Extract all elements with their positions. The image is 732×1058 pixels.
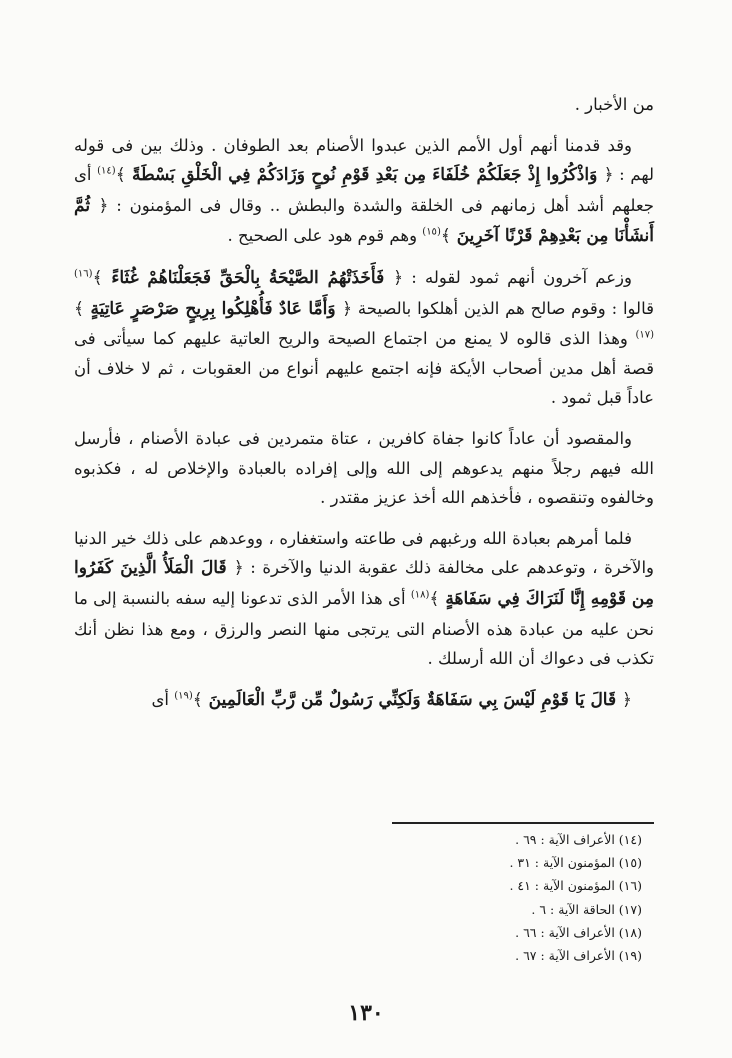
footnote-item: (١٧) الحاقة الآية : ٦ . [531, 901, 642, 917]
text-run: وقد قدمنا أنهم أول الأمم الذين عبدوا الأصنام بعد الطوفان . وذلك بين فى قوله لهم : [74, 135, 654, 185]
paragraph [74, 424, 654, 513]
footnote-item: (١٦) المؤمنون الآية : ٤١ . [509, 878, 642, 894]
page-number: ١٣٠ [348, 1000, 384, 1026]
paragraph [74, 90, 654, 120]
footnote-item: (١٤) الأعراف الآية : ٦٩ . [515, 832, 642, 847]
footnote-item: (١٥) المؤمنون الآية : ٣١ . [509, 855, 642, 871]
text-run: وزعم آخرون أنهم ثمود لقوله : [403, 267, 632, 287]
footnote-ref: (١٦) [74, 268, 93, 280]
quran-verse: فَأَخَذَتْهُمُ الصَّيْحَةُ بِالْحَقِّ فَجَعَلْنَاهُمْ غُثَاءً [102, 267, 394, 288]
ornate-bracket: ﴾ [115, 165, 126, 186]
ornate-bracket: ﴾ [192, 689, 203, 710]
text-run: وهذا الذى قالوه لا يمنع من اجتماع الصيحة والريح العاتية عليهم كما سيأتى فى قصة أهل مدين أصحاب الأيكة فإنه اجتمع عليهم أنواع من العقوبات ، ثم لا خلاف أن عاداً قبل ثمود . [74, 329, 654, 408]
footnote-ref: (١٤) [97, 165, 116, 177]
ornate-bracket: ﴾ [92, 267, 103, 288]
ornate-bracket: ﴾ [440, 226, 451, 247]
footnote-ref: (١٧) [635, 329, 654, 341]
ornate-bracket: ﴿ [622, 689, 632, 710]
ornate-bracket: ﴿ [393, 267, 404, 288]
body-text [74, 90, 654, 726]
quran-verse: قَالَ الْمَلَأُ الَّذِينَ كَفَرُوا مِن قَوْمِهِ إِنَّا لَنَرَاكَ فِي سَفَاهَةٍ [74, 558, 654, 609]
ornate-bracket: ﴿ [98, 195, 109, 216]
paragraph [74, 131, 654, 252]
quran-verse: وَأَمَّا عَادٌ فَأُهْلِكُوا بِرِيحٍ صَرْصَرٍ عَاتِيَةٍ [83, 298, 343, 319]
text-run: وهم قوم هود على الصحيح . [227, 226, 423, 246]
text-run: أى هذا الأمر الذى تدعونا إليه سفه بالنسبة إلى ما نحن عليه من عبادة هذه الأصنام التى يرتجى منها النصر والرزق ، ومع هذا نظن أنك تكذب فى دعواك أن الله أرسلك . [74, 588, 654, 669]
text-run: أى جعلهم أشد أهل زمانهم فى الخلقة والشدة والبطش .. وقال فى المؤمنون : [74, 165, 654, 215]
footnote-item: (١٨) الأعراف الآية : ٦٦ . [515, 924, 642, 940]
ornate-bracket: ﴿ [233, 558, 244, 579]
quran-verse: قَالَ يَا قَوْمِ لَيْسَ بِي سَفَاهَةٌ وَلَكِنِّي رَسُولٌ مِّن رَّبِّ الْعَالَمِينَ [202, 689, 623, 710]
paragraph [74, 263, 654, 413]
ornate-bracket: ﴿ [342, 298, 353, 319]
footnotes [362, 828, 642, 967]
footnote-item: (١٩) الأعراف الآية : ٦٧ . [515, 948, 642, 964]
footnote-ref: (١٥) [422, 226, 441, 238]
text-run: قالوا : وقوم صالح هم الذين أهلكوا بالصيحة [352, 298, 654, 318]
ornate-bracket: ﴾ [429, 588, 440, 609]
text-run: فلما أمرهم بعبادة الله ورغبهم فى طاعته واستغفاره ، ووعدهم على ذلك خير الدنيا والآخرة ، وتوعدهم على مخالفة ذلك عقوبة الدنيا والآخرة : [74, 528, 654, 578]
paragraph [74, 524, 654, 674]
ornate-bracket: ﴾ [74, 298, 84, 319]
footnote-ref: (١٩) [174, 690, 193, 702]
text-run: من الأخبار . [574, 95, 654, 114]
ornate-bracket: ﴿ [603, 165, 614, 186]
footnote-ref: (١٨) [410, 589, 430, 601]
paragraph [74, 685, 654, 716]
quran-verse: ثُمَّ أَنشَأْنَا مِن بَعْدِهِمْ قَرْنًا آخَرِينَ [74, 195, 654, 247]
text-run: والمقصود أن عاداً كانوا جفاة كافرين ، عتاة متمردين فى عبادة الأصنام ، فأرسل الله فيهم رجلاً منهم يدعوهم إلى الله وإلى إفراده بالعبادة والإخلاص له ، فكذبوه وخالفوه وتنقصوه ، فأخذهم الله أخذ عزيز مقتدر . [74, 428, 654, 508]
text-run: أى [151, 689, 175, 709]
footnote-separator [392, 822, 654, 824]
quran-verse: وَاذْكُرُوا إِذْ جَعَلَكُمْ خُلَفَاءَ مِن بَعْدِ قَوْمِ نُوحٍ وَزَادَكُمْ فِي الْخَلْقِ بَسْطَةً [125, 165, 604, 186]
